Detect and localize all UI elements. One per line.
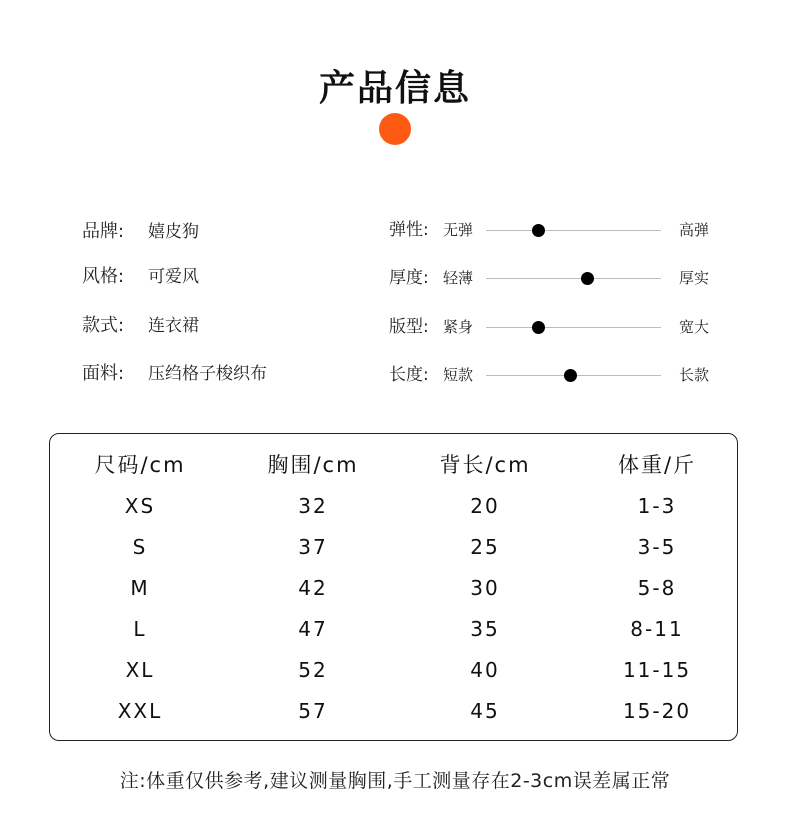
table-header-weight: 体重/斤: [617, 453, 697, 477]
table-cell: 1-3: [637, 494, 677, 518]
slider-min-label: 无弹: [443, 221, 474, 239]
table-cell: XS: [124, 494, 156, 518]
info-label: 面料:: [82, 363, 125, 384]
slider-knob: [581, 272, 594, 285]
table-cell: 37: [298, 535, 328, 559]
slider-track: [486, 230, 661, 231]
info-label: 款式:: [82, 315, 125, 336]
slider-max-label: 宽大: [679, 318, 710, 336]
table-cell: 20: [470, 494, 500, 518]
table-cell: S: [132, 535, 148, 559]
info-value: 连衣裙: [148, 316, 199, 336]
table-cell: 52: [298, 658, 328, 682]
table-cell: 47: [298, 617, 328, 641]
table-cell: 32: [298, 494, 328, 518]
table-cell: L: [133, 617, 147, 641]
table-cell: 3-5: [637, 535, 677, 559]
table-cell: 5-8: [637, 576, 677, 600]
table-header-chest: 胸围/cm: [267, 453, 359, 477]
table-cell: 25: [470, 535, 500, 559]
table-header-back: 背长/cm: [439, 453, 531, 477]
size-table: [49, 433, 738, 741]
table-cell: 30: [470, 576, 500, 600]
table-header-size: 尺码/cm: [94, 453, 186, 477]
table-cell: XXL: [117, 699, 163, 723]
slider-knob: [532, 321, 545, 334]
table-cell: 8-11: [630, 617, 684, 641]
info-label: 风格:: [82, 266, 125, 287]
table-cell: 40: [470, 658, 500, 682]
table-cell: 15-20: [622, 699, 692, 723]
slider-label: 版型:: [389, 317, 429, 337]
page-title: 产品信息: [318, 68, 471, 109]
info-value: 可爱风: [148, 267, 199, 287]
slider-min-label: 轻薄: [443, 269, 474, 287]
info-value: 压绉格子梭织布: [148, 364, 267, 384]
table-cell: XL: [125, 658, 155, 682]
table-cell: 42: [298, 576, 328, 600]
slider-knob: [564, 369, 577, 382]
slider-min-label: 紧身: [443, 318, 474, 336]
slider-max-label: 长款: [679, 366, 710, 384]
slider-track: [486, 278, 661, 279]
slider-label: 厚度:: [389, 268, 429, 288]
table-cell: 35: [470, 617, 500, 641]
slider-min-label: 短款: [443, 366, 474, 384]
slider-track: [486, 327, 661, 328]
table-cell: 11-15: [622, 658, 692, 682]
info-value: 嬉皮狗: [148, 222, 199, 242]
slider-label: 弹性:: [389, 220, 429, 240]
table-cell: 45: [470, 699, 500, 723]
measurement-note: 注:体重仅供参考,建议测量胸围,手工测量存在2-3cm误差属正常: [119, 770, 671, 792]
slider-label: 长度:: [389, 365, 429, 385]
table-cell: M: [130, 576, 150, 600]
info-label: 品牌:: [82, 221, 125, 242]
slider-max-label: 高弹: [679, 221, 710, 239]
accent-dot: [379, 113, 411, 145]
slider-track: [486, 375, 661, 376]
slider-knob: [532, 224, 545, 237]
slider-max-label: 厚实: [679, 269, 710, 287]
table-cell: 57: [298, 699, 328, 723]
